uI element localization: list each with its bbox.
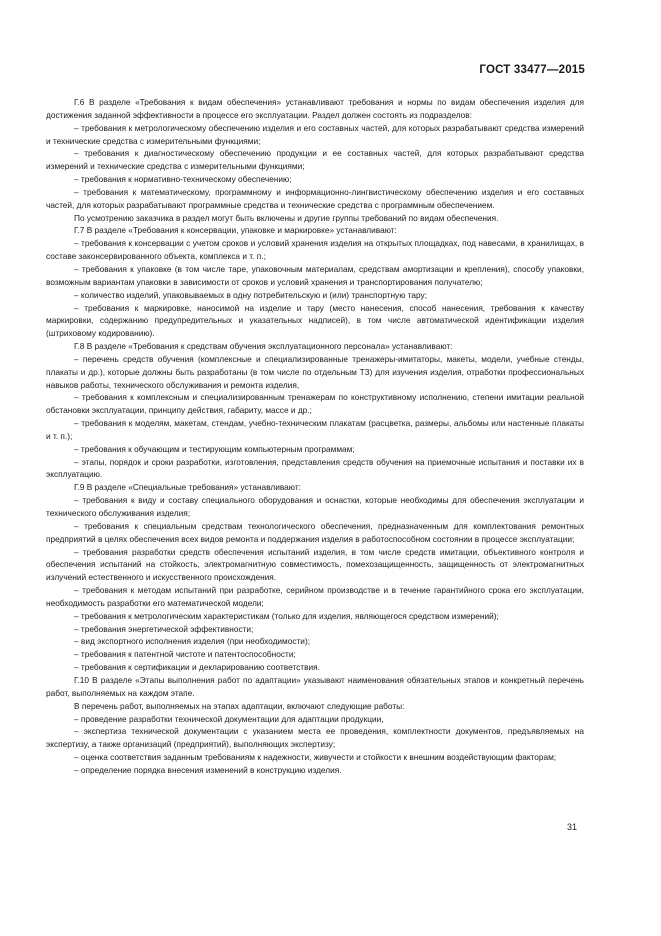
standard-id-header: ГОСТ 33477—2015 (479, 64, 585, 76)
list-item: – требования к сертификации и декларированию соответствия. (74, 662, 320, 673)
list-item: – количество изделий, упаковываемых в одну потребительскую и (или) транспортную тару; (74, 289, 428, 300)
list-item: – требования к нормативно-техническому обеспечению; (74, 174, 292, 185)
list-item: – проведение разработки технической документации для адаптации продукции, (74, 713, 384, 724)
document-body (46, 96, 584, 777)
paragraph: В перечень работ, выполняемых на этапах адаптации, включают следующие работы: (74, 700, 405, 711)
list-item: – экспертиза технической документации с указанием места ее проведения, комплектности документов, предъявляемых на экспертизу, а также организаций (предприятий), выполняющих экспертизу; (46, 726, 584, 750)
paragraph: По усмотрению заказчика в раздел могут быть включены и другие группы требований по видам обеспечения. (74, 212, 499, 223)
list-item: – требования к метрологическим характеристикам (только для изделия, являющегося средством измерений); (74, 610, 499, 621)
paragraph: Г.7 В разделе «Требования к консервации, упаковке и маркировке» устанавливают: (74, 225, 397, 236)
list-item: – требования к комплексным и специализированным тренажерам по конструктивному исполнению, степени имитации реальной обстановки эксплуатации, принципу действия, габариту, массе и др.; (46, 392, 584, 416)
list-item: – вид экспортного исполнения изделия (при необходимости); (74, 636, 311, 647)
list-item: – требования к специальным средствам технологического обеспечения, предназначенным для комплектования ремонтных предприятий в целях обеспечения всех видов ремонта и поддержания изделия в работоспособном состоянии в процессе эксплуатации; (46, 520, 584, 544)
list-item: – требования к маркировке, наносимой на изделие и тару (место нанесения, способ нанесения, требования к качеству маркировки, содержанию предупредительных и указательных надписей), в том числе автоматической идентификации изделия (штриховому кодированию). (46, 302, 584, 339)
paragraph: Г.8 В разделе «Требования к средствам обучения эксплуатационного персонала» устанавливают: (74, 341, 453, 352)
list-item: – требования к математическому, программному и информационно-лингвистическому обеспечению изделия и его составных частей, для которых разрабатывают программные средства и технические средства с программным обеспечением. (46, 186, 584, 210)
list-item: – требования к упаковке (в том числе таре, упаковочным материалам, средствам амортизации и крепления), способу упаковки, возможным вариантам упаковки в зависимости от сроков и условий хранения и транспортирования получателю; (46, 263, 584, 287)
list-item: – требования энергетической эффективности; (74, 623, 254, 634)
paragraph: Г.6 В разделе «Требования к видам обеспечения» устанавливают требования и нормы по видам обеспечения изделия для достижения заданной эффективности в процессе его эксплуатации. Раздел должен состоять из подразделов: (46, 97, 584, 120)
list-item: – требования к диагностическому обеспечению продукции и ее составных частей, для которых разрабатывают средства измерений и технические средства с измерительными функциями; (46, 148, 584, 172)
list-item: – требования к консервации с учетом сроков и условий хранения изделия на открытых площадках, под навесами, в хранилищах, в составе законсервированного объекта, комплекса и т. п.; (46, 238, 584, 262)
list-item: – требования к обучающим и тестирующим компьютерным программам; (74, 443, 355, 454)
list-item: – требования к виду и составу специального оборудования и оснастки, которые необходимы для обеспечения эксплуатации и технического обслуживания изделия; (46, 495, 584, 518)
list-item: – перечень средств обучения (комплексные и специализированные тренажеры-имитаторы, макеты, модели, учебные стенды, плакаты и др.), которые должны быть разработаны (в том числе по отдельным ТЗ) для изучения изделия, отработки профессиональных навыков работы, технического обслуживания и ремонта изделия, (46, 353, 584, 390)
paragraph: Г.9 В разделе «Специальные требования» устанавливают: (74, 482, 301, 493)
list-item: – требования разработки средств обеспечения испытаний изделия, в том числе средств имитации, объективного контроля и обеспечения испытаний на стойкость, электромагнитную совместимость, помехозащищенность, защищенность от электромагнитных излучений естественного и искусственного происхождения. (46, 546, 584, 583)
list-item: – этапы, порядок и сроки разработки, изготовления, представления средств обучения на приемочные испытания и поставки их в эксплуатацию. (46, 456, 584, 480)
list-item: – оценка соответствия заданным требованиям к надежности, живучести и стойкости к внешним воздействующим факторам; (74, 752, 557, 763)
list-item: – определение порядка внесения изменений в конструкцию изделия. (74, 764, 342, 775)
list-item: – требования к патентной чистоте и патентоспособности; (74, 649, 296, 660)
list-item: – требования к метрологическому обеспечению изделия и его составных частей, для которых разрабатывают средства измерений и технические средства с измерительными функциями; (46, 122, 584, 146)
page-number: 31 (566, 822, 577, 832)
list-item: – требования к моделям, макетам, стендам, учебно-техническим плакатам (расцветка, размеры, альбомы или настенные плакаты и т. п.); (46, 418, 584, 441)
list-item: – требования к методам испытаний при разработке, серийном производстве и в течение гарантийного срока его эксплуатации, необходимость разработки его математической модели; (46, 585, 584, 608)
paragraph: Г.10 В разделе «Этапы выполнения работ по адаптации» указывают наименования обязательных этапов и конкретный перечень работ, выполняемых на каждом этапе. (46, 674, 584, 698)
